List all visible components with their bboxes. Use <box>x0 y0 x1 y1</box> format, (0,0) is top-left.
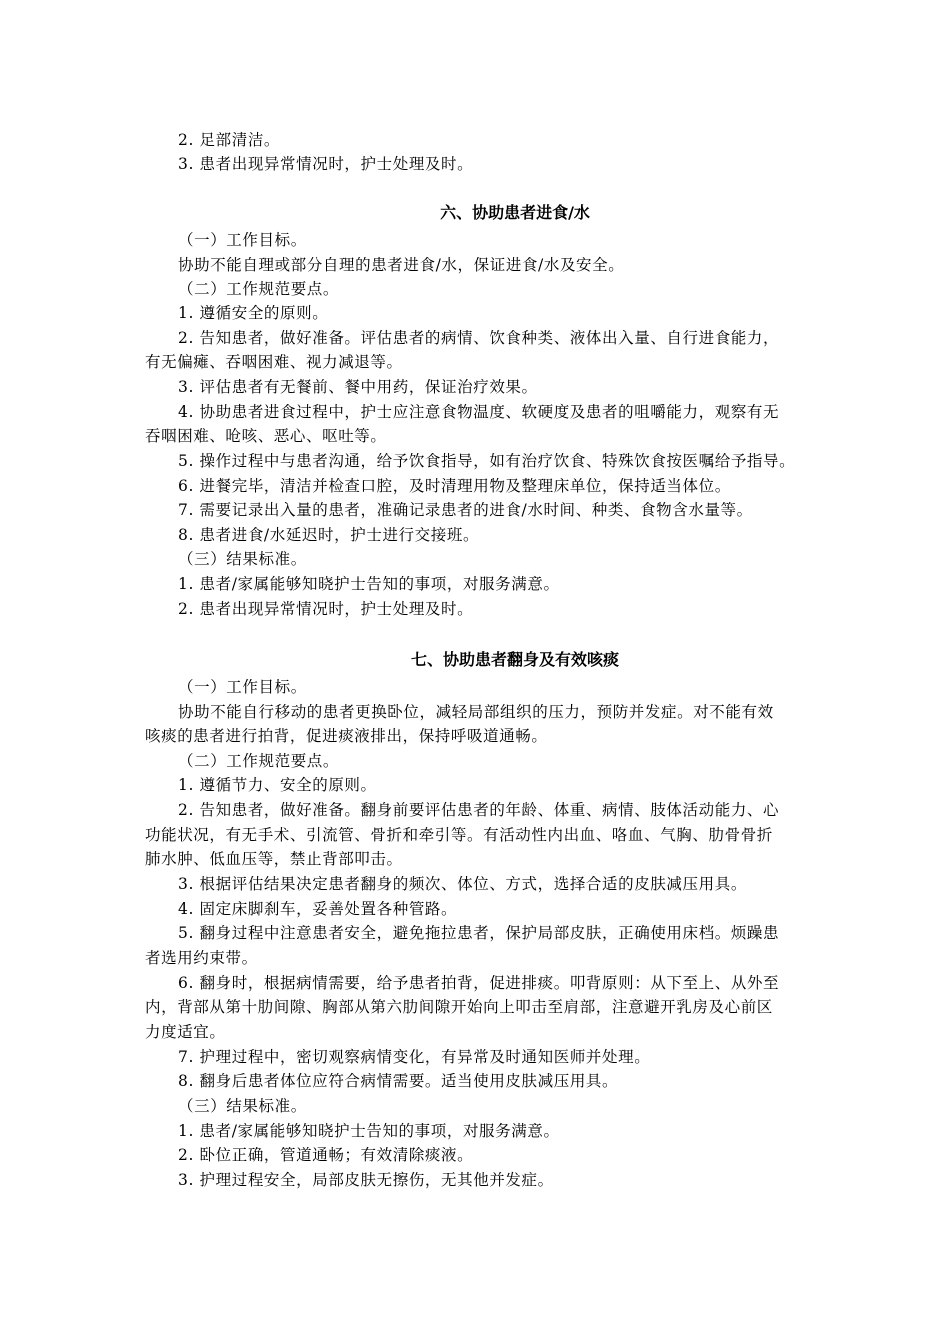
list-item: 6. 翻身时，根据病情需要，给予患者拍背，促进排痰。叩背原则：从下至上、从外至 <box>178 974 780 992</box>
paragraph-line: 2. 足部清洁。 <box>178 131 281 149</box>
list-item: 7. 护理过程中，密切观察病情变化，有异常及时通知医师并处理。 <box>178 1048 651 1066</box>
list-item-continuation: 者选用约束带。 <box>145 949 258 967</box>
list-item: 2. 告知患者，做好准备。评估患者的病情、饮食种类、液体出入量、自行进食能力， <box>178 329 780 347</box>
list-item: 1. 患者/家属能够知晓护士告知的事项，对服务满意。 <box>178 1122 560 1140</box>
subheading: （二）工作规范要点。 <box>178 752 340 770</box>
subheading: （一）工作目标。 <box>178 231 307 249</box>
list-item: 8. 翻身后患者体位应符合病情需要。适当使用皮肤减压用具。 <box>178 1072 619 1090</box>
list-item-continuation: 肺水肿、低血压等，禁止背部叩击。 <box>145 850 403 868</box>
list-item-continuation: 有无偏瘫、吞咽困难、视力减退等。 <box>145 353 403 371</box>
list-item: 3. 护理过程安全，局部皮肤无擦伤，无其他并发症。 <box>178 1171 554 1189</box>
list-item: 2. 告知患者，做好准备。翻身前要评估患者的年龄、体重、病情、肢体活动能力、心 <box>178 801 780 819</box>
section-title: 七、协助患者翻身及有效咳痰 <box>410 650 619 669</box>
list-item: 2. 卧位正确，管道通畅；有效清除痰液。 <box>178 1146 474 1164</box>
list-item: 5. 操作过程中与患者沟通，给予饮食指导，如有治疗饮食、特殊饮食按医嘱给予指导。 <box>178 452 796 470</box>
paragraph-line: 协助不能自行移动的患者更换卧位，减轻局部组织的压力，预防并发症。对不能有效 <box>178 703 774 721</box>
subheading: （二）工作规范要点。 <box>178 280 340 298</box>
list-item: 3. 根据评估结果决定患者翻身的频次、体位、方式，选择合适的皮肤减压用具。 <box>178 875 747 893</box>
list-item: 4. 协助患者进食过程中，护士应注意食物温度、软硬度及患者的咀嚼能力，观察有无 <box>178 403 780 421</box>
list-item: 1. 遵循节力、安全的原则。 <box>178 776 377 794</box>
subheading: （三）结果标准。 <box>178 1097 307 1115</box>
list-item-continuation: 吞咽困难、呛咳、恶心、呕吐等。 <box>145 427 387 445</box>
subheading: （一）工作目标。 <box>178 678 307 696</box>
list-item-continuation: 力度适宜。 <box>145 1023 226 1041</box>
list-item: 1. 遵循安全的原则。 <box>178 304 329 322</box>
list-item: 6. 进餐完毕，清洁并检查口腔，及时清理用物及整理床单位，保持适当体位。 <box>178 477 731 495</box>
list-item: 8. 患者进食/水延迟时，护士进行交接班。 <box>178 526 480 544</box>
list-item: 1. 患者/家属能够知晓护士告知的事项，对服务满意。 <box>178 575 560 593</box>
list-item: 2. 患者出现异常情况时，护士处理及时。 <box>178 600 474 618</box>
section-title: 六、协助患者进食/水 <box>440 203 590 222</box>
list-item-continuation: 功能状况，有无手术、引流管、骨折和牵引等。有活动性内出血、咯血、气胸、肋骨骨折 <box>145 826 773 844</box>
paragraph-line: 3. 患者出现异常情况时，护士处理及时。 <box>178 155 474 173</box>
list-item: 5. 翻身过程中注意患者安全，避免拖拉患者，保护局部皮肤，正确使用床档。烦躁患 <box>178 924 780 942</box>
list-item-continuation: 内，背部从第十肋间隙、胸部从第六肋间隙开始向上叩击至肩部，注意避开乳房及心前区 <box>145 998 773 1016</box>
subheading: （三）结果标准。 <box>178 550 307 568</box>
list-item: 4. 固定床脚刹车，妥善处置各种管路。 <box>178 900 458 918</box>
paragraph-line: 咳痰的患者进行拍背，促进痰液排出，保持呼吸道通畅。 <box>145 727 548 745</box>
list-item: 7. 需要记录出入量的患者，准确记录患者的进食/水时间、种类、食物含水量等。 <box>178 501 753 519</box>
list-item: 3. 评估患者有无餐前、餐中用药，保证治疗效果。 <box>178 378 538 396</box>
paragraph-line: 协助不能自理或部分自理的患者进食/水，保证进食/水及安全。 <box>178 256 625 274</box>
